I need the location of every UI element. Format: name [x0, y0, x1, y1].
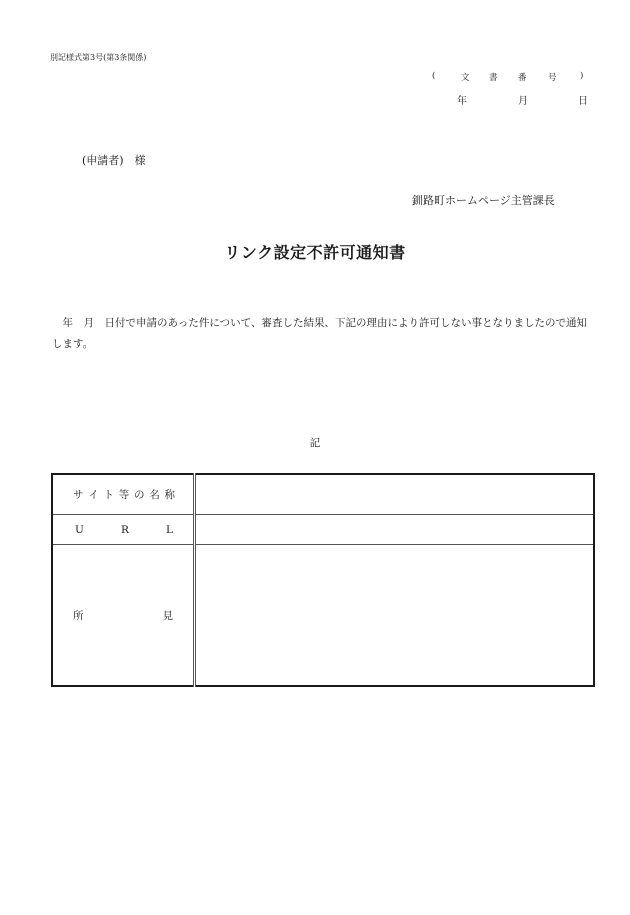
form-label: 別記様式第3号(第3条関係) — [50, 53, 147, 62]
doc-number-char: 号 — [548, 73, 557, 83]
doc-number-close-paren: ) — [580, 71, 584, 81]
doc-number-char: 文 — [461, 73, 470, 83]
document-title: リンク設定不許可通知書 — [224, 243, 406, 262]
label-char: サ — [73, 488, 84, 501]
issuer: 釧路町ホームページ主管課長 — [412, 194, 555, 207]
date-year: 年 — [457, 96, 467, 107]
doc-number-char: 書 — [489, 73, 498, 83]
label-char: 称 — [164, 488, 175, 501]
table-row — [52, 545, 594, 686]
label-char: L — [166, 523, 173, 536]
label-char: 見 — [162, 609, 173, 622]
table-row — [52, 514, 594, 544]
site-name-label — [52, 474, 195, 514]
date-month: 月 — [518, 96, 528, 107]
label-char: 等 — [118, 488, 130, 501]
url-label — [52, 514, 195, 544]
date-day: 日 — [578, 96, 588, 107]
table-row — [52, 474, 594, 514]
label-char: の — [134, 488, 145, 501]
body-paragraph: 年 月 日付で申請のあった件について、審査した結果、下記の理由により許可しない事となりましたので通知します。 — [52, 317, 587, 350]
doc-number-char: 番 — [518, 73, 527, 83]
site-name-field[interactable] — [195, 474, 595, 514]
opinion-label — [52, 545, 195, 686]
label-char: 所 — [73, 609, 84, 622]
applicant-salutation: (申請者) 様 — [82, 154, 146, 167]
details-table — [51, 473, 595, 687]
doc-number-open-paren: ( — [432, 71, 436, 81]
label-char: R — [120, 523, 129, 536]
opinion-field[interactable] — [195, 545, 595, 686]
label-char: 名 — [149, 488, 160, 501]
label-char: ト — [103, 488, 114, 501]
note-mark: 記 — [309, 437, 321, 449]
label-char: U — [75, 523, 84, 536]
url-field[interactable] — [195, 514, 595, 544]
label-char: イ — [88, 488, 99, 501]
